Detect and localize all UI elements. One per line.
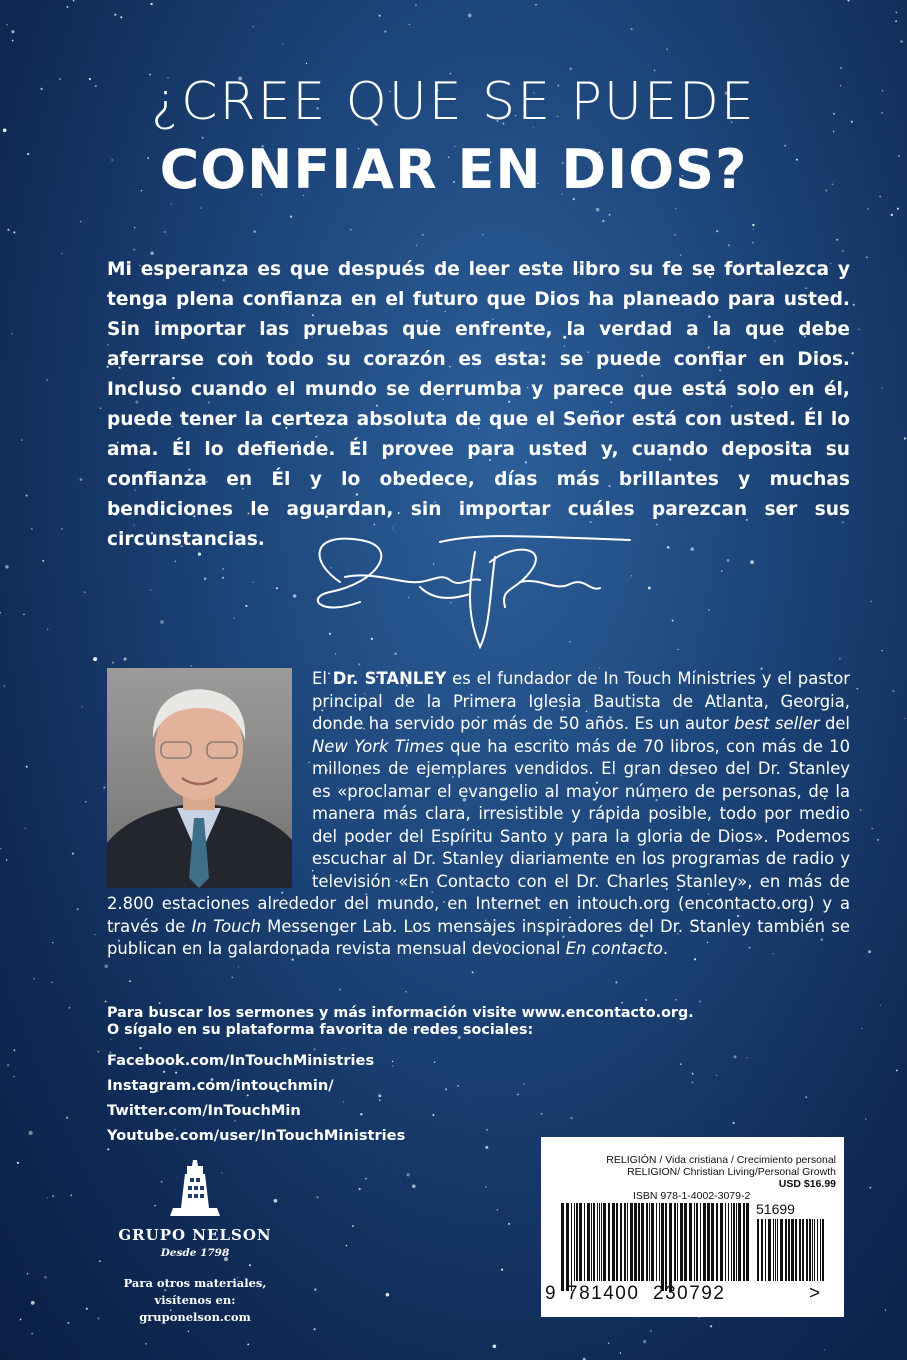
intro-paragraph: Mi esperanza es que después de leer este libro su fe se fortalezca y tenga plena confianza en el futuro que Dios ha planeado para usted. Sin importar las pruebas que enfrente, la verdad a la que debe aferrarse con todo su corazón es esta: se puede confiar en Dios. Incluso cuando el mundo se derrumba y parece que está solo en él, puede tener la certeza absoluta de que el Señor está con usted. Él lo ama. Él lo defiende. Él provee para usted y, cuando deposita su confianza en Él y lo obedece, días más brillantes y muchas bendiciones le aguardan, sin importar cuáles parezcan ser sus circunstancias. <box>107 259 850 550</box>
barcode-end-mark: > <box>809 1283 821 1304</box>
facebook-link: Facebook.com/InTouchMinistries <box>107 1052 375 1069</box>
instagram-link: Instagram.com/intouchmin/ <box>107 1077 334 1094</box>
category-english: RELIGION/ Christian Living/Personal Growth <box>627 1166 836 1178</box>
price: USD $16.99 <box>778 1178 836 1190</box>
barcode-addon-icon <box>755 1219 825 1291</box>
twitter-link: Twitter.com/InTouchMin <box>107 1102 301 1119</box>
isbn: ISBN 978-1-4002-3079-2 <box>633 1190 751 1202</box>
barcode-icon <box>559 1203 749 1291</box>
barcode-left-digits: 781400 <box>567 1283 640 1304</box>
publisher-visit: Para otros materiales, visítenos en: gruponelson.com <box>123 1276 267 1324</box>
lighthouse-logo-icon <box>165 1158 225 1218</box>
headline-line-1: ¿CREE QUE SE PUEDE <box>151 72 756 132</box>
barcode-lead-digit: 9 <box>545 1283 556 1304</box>
author-signature <box>300 522 640 652</box>
author-name: Dr. STANLEY <box>332 669 447 688</box>
publisher-since: Desde 1798 <box>160 1247 230 1259</box>
social-links <box>107 1048 405 1148</box>
youtube-link: Youtube.com/user/InTouchMinistries <box>107 1127 406 1144</box>
addon-number: 51699 <box>756 1201 795 1217</box>
category-spanish: RELIGIÓN / Vida cristiana / Crecimiento personal <box>606 1154 836 1166</box>
publisher-name: GRUPO NELSON <box>118 1226 272 1244</box>
author-bio: El Dr. STANLEY es el fundador de In Touch Ministries y el pastor principal de la Primera Iglesia Bautista de Atlanta, Georgia, donde ha servido por más de 50 años. Es un autor best seller del New York Times que ha escrito más de 70 libros, con más de 10 millones de ejemplares vendidos. El gran deseo del Dr. Stanley es «proclamar el evangelio al mayor número de personas, de la manera más clara, irresistible y rápida posible, todo por medio del poder del Espíritu Santo y para la gloria de Dios». Podemos escuchar al Dr. Stanley diariamente en los programas de radio y televisión «En Contacto con el Dr. Charles Stanley», en más de 2.800 estaciones alrededor del mundo, en Internet en intouch.org (encontacto.org) y a través de In Touch Messenger Lab. Los mensajes inspiradores del Dr. Stanley también se publican en la galardonada revista mensual devocional En contacto. <box>107 669 850 958</box>
contact-info: Para buscar los sermones y más información visite www.encontacto.org. O sígalo en su plataforma favorita de redes sociales: <box>107 1005 694 1038</box>
barcode-box <box>541 1137 844 1317</box>
barcode-right-digits: 230792 <box>653 1283 726 1304</box>
headline-line-2: CONFIAR EN DIOS? <box>159 138 748 201</box>
publisher-logo <box>100 1158 290 1326</box>
